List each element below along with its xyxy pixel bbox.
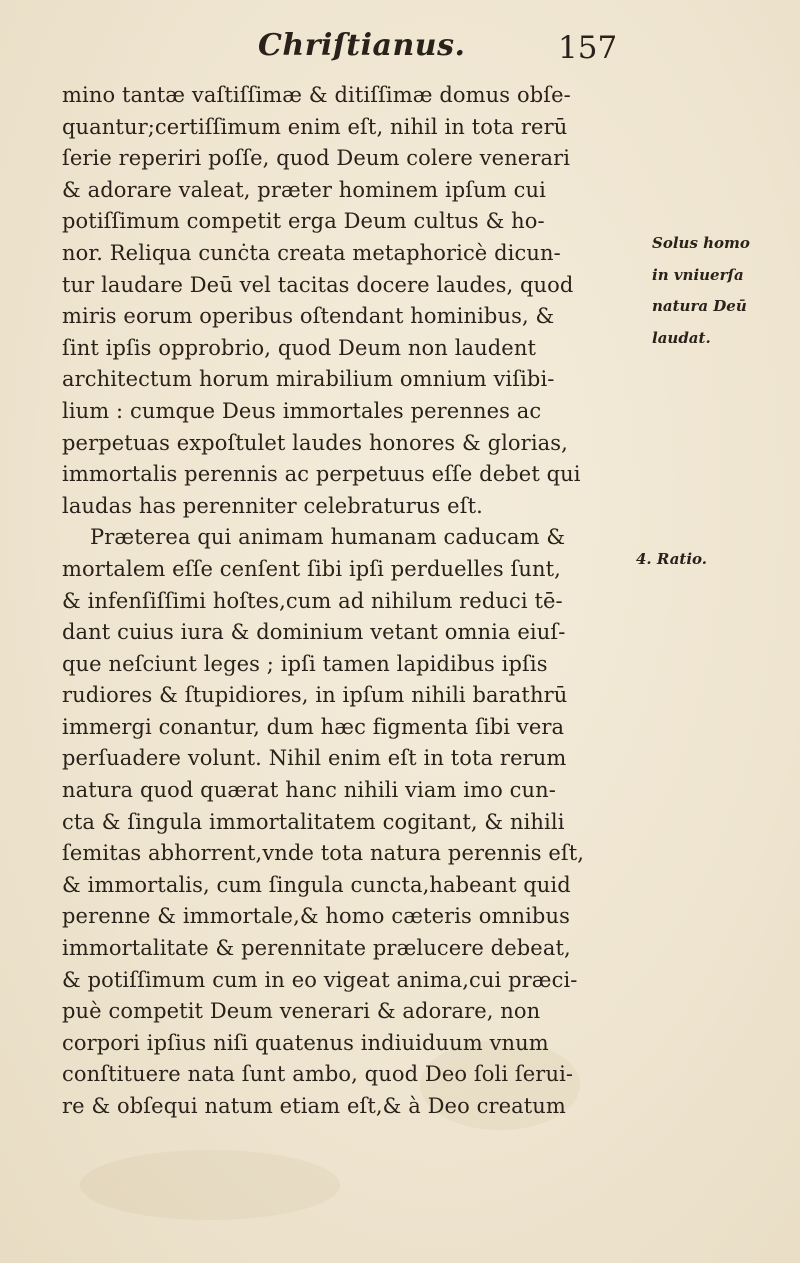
text-line: architectum horum mirabilium omnium viſibi- [62, 367, 555, 392]
text-line: laudas has perenniter celebraturus eſt. [62, 493, 483, 518]
margin-note-solus-homo-line-1: Solus homo [652, 234, 750, 252]
text-line: tur laudare Deū vel tacitas docere laudes, quod [62, 272, 574, 297]
text-line: & infenſiſſimi hoſtes,cum ad nihilum reduci tē- [62, 588, 563, 613]
text-line: natura quod quærat hanc nihili viam imo cun- [62, 778, 556, 803]
text-line: rudiores & ſtupidiores, in ipſum nihili barathrū [62, 683, 568, 708]
text-line: miris eorum operibus oſtendant hominibus, & [62, 304, 555, 329]
text-line: lium : cumque Deus immortales perennes ac [62, 398, 542, 423]
text-line: puè competit Deum venerari & adorare, non [62, 999, 541, 1024]
text-line: immortalitate & perennitate prælucere debeat, [62, 936, 571, 961]
margin-note-solus-homo-line-2: in vniuerſa [652, 266, 744, 284]
text-line: quantur;certiſſimum enim eſt, nihil in tota rerū [62, 114, 568, 139]
text-line: dant cuius iura & dominium vetant omnia eiuſ- [62, 620, 566, 645]
text-line: ſemitas abhorrent,vnde tota natura perennis eſt, [62, 841, 585, 866]
text-line: ſint ipſis opprobrio, quod Deum non laudent [62, 335, 537, 360]
page-number: 157 [558, 30, 618, 66]
margin-note-solus-homo-line-3: natura Deū [652, 297, 747, 315]
paragraph-start-line: Præterea qui animam humanam caducam & [90, 525, 566, 550]
text-line: mortalem eſſe cenſent ſibi ipſi perduelles ſunt, [62, 556, 561, 581]
text-line: immortalis perennis ac perpetuus eſſe debet qui [62, 462, 581, 487]
paper-stain [80, 1150, 340, 1220]
text-line: & potiſſimum cum in eo vigeat anima,cui præci- [62, 967, 578, 992]
text-line: corpori ipſius niſi quatenus indiuiduum vnum [62, 1030, 549, 1055]
text-line: mino tantæ vaſtiſſimæ & ditiſſimæ domus obſe- [62, 83, 571, 107]
text-line: perſuadere volunt. Nihil enim eſt in tota rerum [62, 746, 567, 771]
text-line: & adorare valeat, præter hominem ipſum cui [62, 177, 546, 202]
text-line: & immortalis, cum ſingula cuncta,habeant quid [62, 872, 571, 897]
running-head-title: Chriſtianus. [258, 28, 466, 63]
margin-note-solus-homo-line-4: laudat. [652, 329, 711, 347]
text-line: immergi conantur, dum hæc figmenta ſibi vera [62, 714, 565, 739]
text-line: nor. Reliqua cunċta creata metaphoricè dicun- [62, 240, 561, 265]
text-line: que neſciunt leges ; ipſi tamen lapidibus ipſis [62, 651, 548, 676]
text-line: conſtituere nata ſunt ambo, quod Deo ſoli ſerui- [62, 1062, 574, 1087]
main-text-block [62, 80, 622, 1123]
text-line: ſerie reperiri poſſe, quod Deum colere venerari [62, 146, 571, 171]
text-line: re & obſequi natum etiam eſt,& à Deo creatum [62, 1094, 566, 1118]
text-line: perenne & immortale,& homo cæteris omnibus [62, 904, 570, 929]
text-line: potiſſimum competit erga Deum cultus & ho- [62, 209, 545, 234]
margin-note-ratio: 4. Ratio. [636, 550, 708, 568]
text-line: perpetuas expoſtulet laudes honores & glorias, [62, 430, 568, 455]
text-line: cta & ſingula immortalitatem cogitant, & nihili [62, 809, 565, 834]
